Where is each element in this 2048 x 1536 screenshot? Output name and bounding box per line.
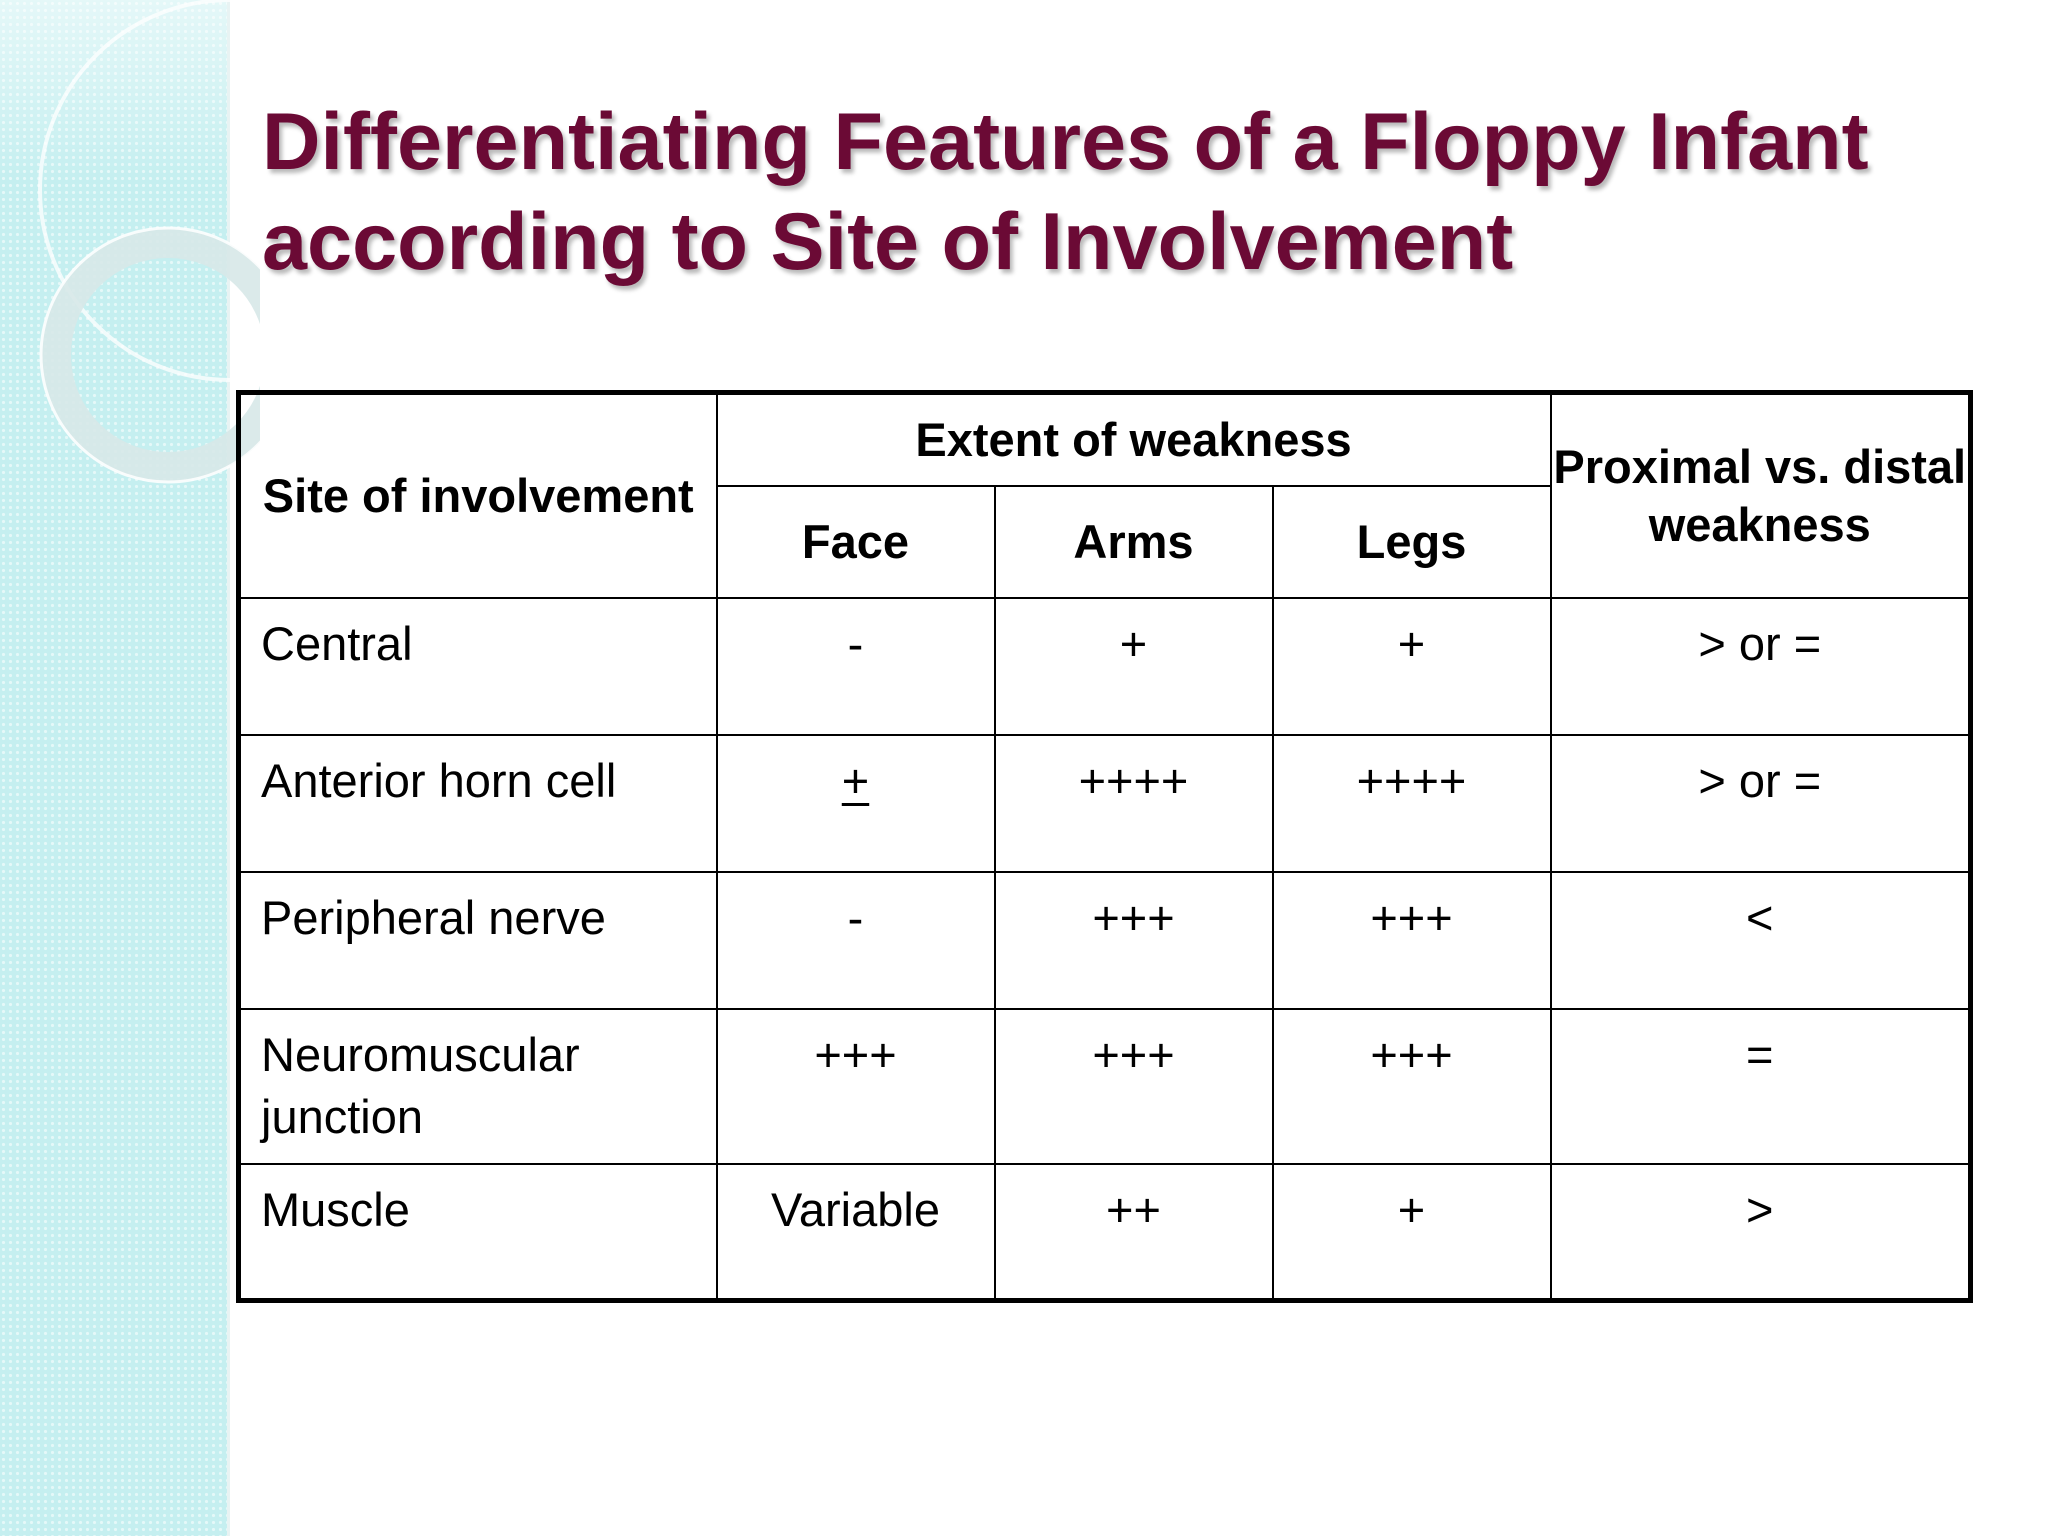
cell-arms: +++ — [995, 1009, 1273, 1164]
thick-ring — [56, 243, 260, 467]
cell-site: Muscle — [239, 1164, 717, 1301]
cell-face: - — [717, 598, 995, 735]
cell-site: Peripheral nerve — [239, 872, 717, 1009]
header-face: Face — [717, 486, 995, 598]
cell-proximal-vs-distal: > or = — [1551, 735, 1971, 872]
cell-legs: ++++ — [1273, 735, 1551, 872]
cell-face: +++ — [717, 1009, 995, 1164]
cell-proximal-vs-distal: > or = — [1551, 598, 1971, 735]
cell-site: Neuromuscular junction — [239, 1009, 717, 1164]
table-row — [239, 1164, 1971, 1301]
table-row — [239, 1009, 1971, 1164]
cell-arms: ++++ — [995, 735, 1273, 872]
header-extent-of-weakness: Extent of weakness — [717, 393, 1551, 486]
cell-proximal-vs-distal: < — [1551, 872, 1971, 1009]
header-legs: Legs — [1273, 486, 1551, 598]
feature-table-container — [236, 390, 1973, 1303]
table-row — [239, 598, 1971, 735]
floppy-infant-table — [236, 390, 1973, 1303]
header-arms: Arms — [995, 486, 1273, 598]
header-proximal-vs-distal: Proximal vs. distal weakness — [1551, 393, 1971, 598]
cell-site: Anterior horn cell — [239, 735, 717, 872]
cell-legs: + — [1273, 598, 1551, 735]
header-site-of-involvement: Site of involvement — [239, 393, 717, 598]
cell-arms: ++ — [995, 1164, 1273, 1301]
decorative-rings — [0, 0, 260, 520]
table-header-row — [239, 393, 1971, 486]
table-row — [239, 735, 1971, 872]
cell-proximal-vs-distal: > — [1551, 1164, 1971, 1301]
cell-proximal-vs-distal: = — [1551, 1009, 1971, 1164]
cell-face: Variable — [717, 1164, 995, 1301]
cell-legs: +++ — [1273, 1009, 1551, 1164]
cell-arms: + — [995, 598, 1273, 735]
cell-face: - — [717, 872, 995, 1009]
slide-title: Differentiating Features of a Floppy Infant according to Site of Involvement — [262, 97, 1869, 287]
cell-legs: + — [1273, 1164, 1551, 1301]
cell-arms: +++ — [995, 872, 1273, 1009]
cell-site: Central — [239, 598, 717, 735]
plus-minus-symbol: + — [841, 753, 870, 807]
cell-legs: +++ — [1273, 872, 1551, 1009]
table-row — [239, 872, 1971, 1009]
cell-face — [717, 735, 995, 872]
